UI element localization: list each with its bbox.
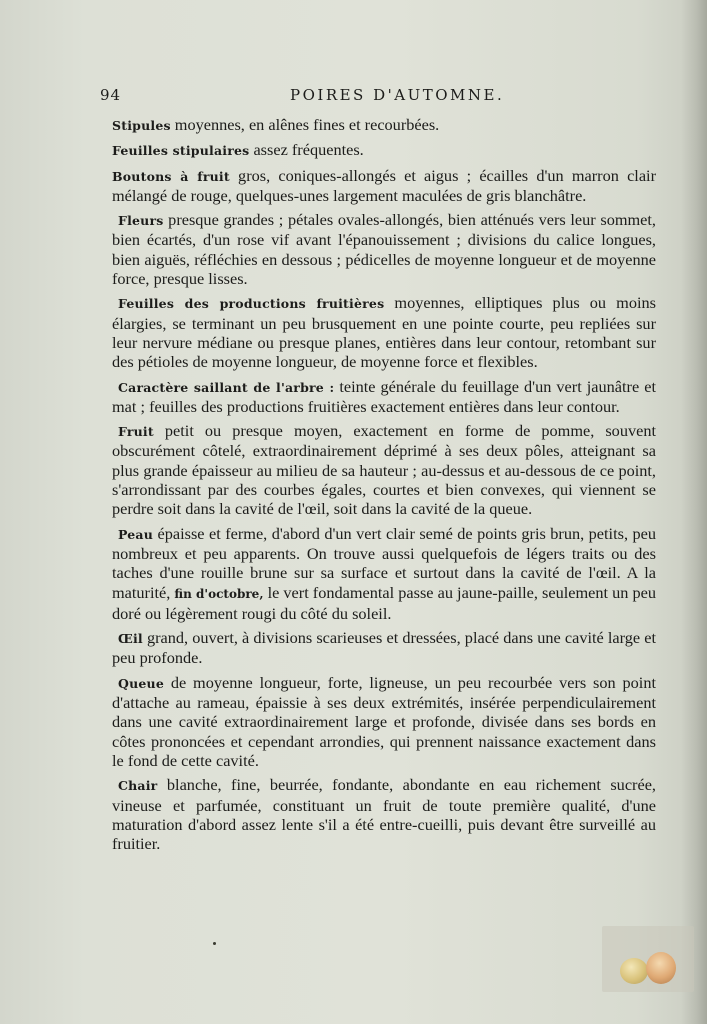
term-label: Stipules xyxy=(112,118,171,133)
paragraph-stipules xyxy=(112,115,656,135)
paragraph-chair xyxy=(112,775,656,853)
apple-icon xyxy=(646,952,676,984)
page-gutter-shadow xyxy=(681,0,707,1024)
term-description-continued: le vert fondamental passe au jaune-paille, seulement un peu doré ou légèrement rougi du côté du soleil. xyxy=(112,582,657,623)
term-label: Œil xyxy=(118,631,143,647)
term-description: épaisse et ferme, d'abord d'un vert clair semé de points gris brun, petits, peu nombreux et peu apparents. On trouve aussi quelquefois de légers traits ou des taches d'une rouille brune sur sa surface et surtout dans la cavité de l'œil. A la maturité, xyxy=(112,523,656,602)
term-label: Chair xyxy=(118,778,158,794)
fruit-thumbnail-icon xyxy=(602,926,694,992)
page-number: 94 xyxy=(100,86,122,104)
term-description: assez fréquentes. xyxy=(249,140,364,160)
running-title: POIRES D'AUTOMNE. xyxy=(290,86,505,104)
body-text xyxy=(112,115,656,858)
term-label: Feuilles stipulaires xyxy=(112,143,250,159)
paragraph-feuilles-stipulaires xyxy=(112,140,656,160)
paragraph-fruit xyxy=(112,421,656,518)
term-label: Fleurs xyxy=(118,213,164,229)
paper-speck xyxy=(213,942,216,945)
term-description: gros, coniques-allongés et aigus ; écailles d'un marron clair mélangé de rouge, quelques-unes largement maculées de gris blanchâtre. xyxy=(112,165,656,205)
term-label: Caractère saillant de l'arbre : xyxy=(118,379,335,395)
term-description: blanche, fine, beurrée, fondante, abondante en eau richement sucrée, vineuse et parfumée, constituant un fruit de toute première qualité, d'une maturation d'abord assez lente s'il a été entre-cueilli, puis devant être surveillé au fruitier. xyxy=(112,775,656,854)
page-header xyxy=(100,86,655,110)
term-description: grand, ouvert, à divisions scarieuses et dressées, placé dans une cavité large et peu profonde. xyxy=(112,628,656,668)
paragraph-fleurs xyxy=(112,210,656,288)
paragraph-boutons xyxy=(112,166,656,206)
term-description: moyennes, elliptiques plus ou moins élargies, se terminant un peu brusquement en une pointe courte, peu repliées sur leur nervure médiane ou presque planes, entières dans leur contour, retombant sur des pétioles de moyenne longueur, de moyenne force et flexibles. xyxy=(112,293,656,372)
term-label: Queue xyxy=(118,675,164,691)
maturity-date-label: fin d'octobre, xyxy=(174,586,264,601)
term-description: teinte générale du feuillage d'un vert jaunâtre et mat ; feuilles des productions fruitières exactement entières dans leur contour. xyxy=(112,376,656,416)
term-label: Feuilles des productions fruitières xyxy=(118,296,385,312)
pear-icon xyxy=(620,958,648,984)
term-description: petit ou presque moyen, exactement en forme de pomme, souvent obscurément côtelé, extraordinairement déprimé à ses deux pôles, atteignant sa plus grande épaisseur au milieu de sa hauteur ; au-dessus et au-dessous de ce point, s'arrondissant par des courbes égales, courtes et bien convexes, qui viennent se perdre soit dans la cavité de l'œil, soit dans la cavité de la queue. xyxy=(112,421,656,519)
paragraph-queue xyxy=(112,673,656,770)
term-description: presque grandes ; pétales ovales-allongés, bien atténués vers leur sommet, bien écartés, d'un rose vif avant l'épanouissement ; divisions du calice longues, bien aiguës, réfléchies en dessous ; pédicelles de moyenne longueur et de moyenne force, presque lisses. xyxy=(112,210,656,289)
term-label: Fruit xyxy=(118,424,154,440)
term-description: moyennes, en alênes fines et recourbées. xyxy=(170,115,440,134)
paragraph-oeil xyxy=(112,628,656,668)
paragraph-caractere xyxy=(112,377,656,417)
term-description: de moyenne longueur, forte, ligneuse, un peu recourbée vers son point d'attache au rameau, épaissie à ses deux extrémités, insérée perpendiculairement dans une cavité extraordinairement large et profonde, divisée dans ses bords en côtes prononcées et cependant arrondies, qui prennent naissance exactement dans le fond de cette cavité. xyxy=(112,672,656,770)
term-label: Boutons à fruit xyxy=(112,168,230,184)
paragraph-peau xyxy=(112,524,656,623)
term-label: Peau xyxy=(118,526,154,542)
paragraph-feuilles-productions xyxy=(112,293,656,371)
